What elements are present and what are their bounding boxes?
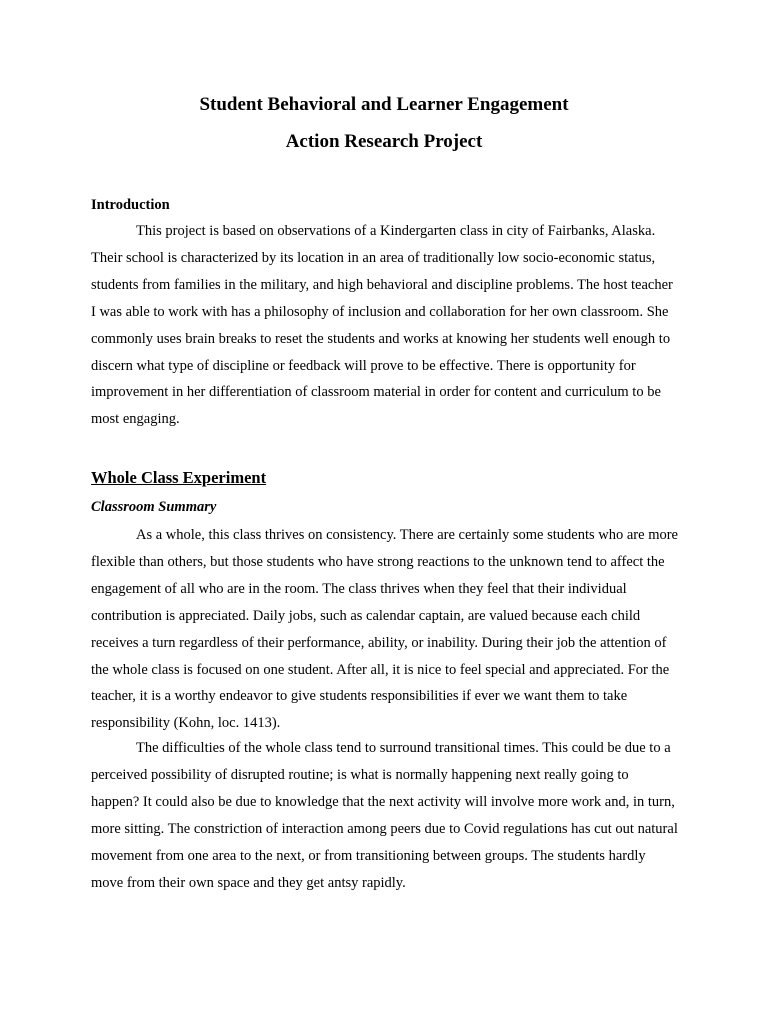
introduction-paragraph: This project is based on observations of a Kindergarten class in city of Fairbanks, Alaska. Their school is characterized by its location in an area of traditionally low socio-economic status, students from families in the military, and high behavioral and discipline problems. The host teacher I was able to work with has a philosophy of inclusion and collaboration for her own classroom. She commonly uses brain breaks to reset the students and works at knowing her students well enough to discern what type of discipline or feedback will prove to be effective. There is opportunity for improvement in her differentiation of classroom material in order for content and curriculum to be most engaging. (91, 223, 673, 428)
classroom-summary-paragraph-1: As a whole, this class thrives on consistency. There are certainly some students who are more flexible than others, but those students who have strong reactions to the unknown tend to affect the engagement of all who are in the room. The class thrives when they feel that their individual contribution is appreciated. Daily jobs, such as calendar captain, are valued because each child receives a turn regardless of their performance, ability, or inability. During their job the attention of the whole class is focused on one student. After all, it is nice to feel special and appreciated. For the teacher, it is a worthy endeavor to give students responsibilities if ever we want them to take responsibility (Kohn, loc. 1413). (91, 527, 678, 732)
document-title: Student Behavioral and Learner Engagement (199, 94, 569, 115)
classroom-summary-subheading: Classroom Summary (91, 499, 217, 515)
document-subtitle: Action Research Project (285, 131, 483, 152)
whole-class-heading: Whole Class Experiment (91, 468, 267, 487)
introduction-heading: Introduction (91, 197, 170, 213)
classroom-summary-paragraph-2: The difficulties of the whole class tend to surround transitional times. This could be due to a perceived possibility of disrupted routine; is what is normally happening next really going to happen? It could also be due to knowledge that the next activity will involve more work and, in turn, more sitting. The constriction of interaction among peers due to Covid regulations has cut out natural movement from one area to the next, or from transitioning between groups. The students hardly move from their own space and they get antsy rapidly. (91, 740, 678, 891)
